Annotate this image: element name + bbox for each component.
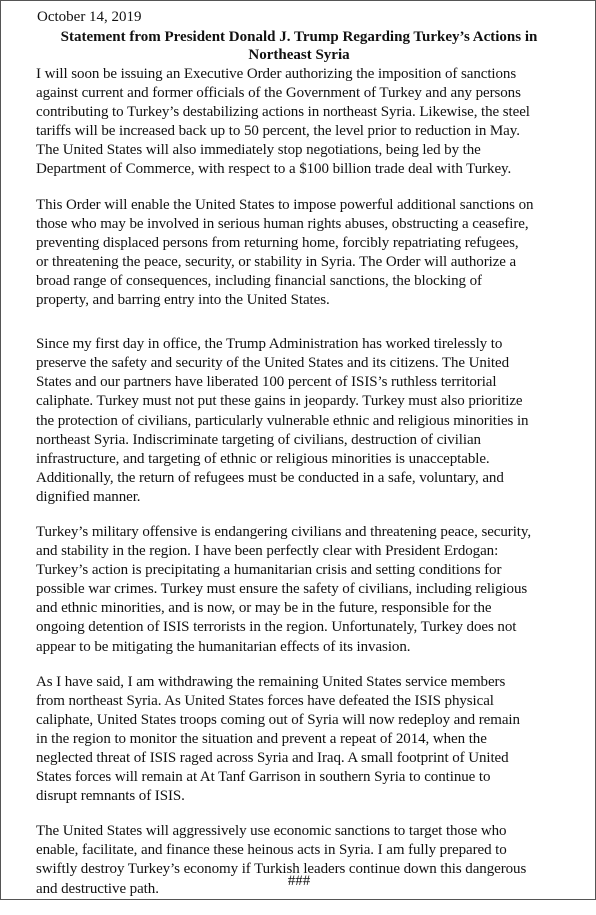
paragraph-order-scope: This Order will enable the United States to impose powerful additional sanctions on those who may be involved in serious human rights abuses, obstructing a ceasefire, preventing displaced persons from returning home, forcibly repatriating refugees, or threatening the peace, security, or stability in Syria. The Order will authorize a broad range of consequences, including financial sanctions, the blocking of property, and barring entry into the United States.: [36, 196, 534, 309]
paragraph-sanctions-order: I will soon be issuing an Executive Order authorizing the imposition of sanctions against current and former officials of the Government of Turkey and any persons contributing to Turkey’s destabilizing actions in northeast Syria. Likewise, the steel tariffs will be increased back up to 50 percent, the level prior to reduction in May. The United States will also immediately stop negotiations, being led by the Department of Commerce, with respect to a $100 billion trade deal with Turkey.: [36, 66, 530, 178]
paragraph-economic-sanctions: The United States will aggressively use economic sanctions to target those who enable, facilitate, and finance these heinous acts in Syria. I am fully prepared to swiftly destroy Turkey’s economy if Turkish leaders continue down this dangerous and destructive path.: [36, 823, 527, 897]
statement-date: October 14, 2019: [37, 9, 142, 25]
signoff-marker: ###: [287, 873, 311, 889]
paragraph-turkey-offensive: Turkey’s military offensive is endangering civilians and threatening peace, security, and stability in the region. I have been perfectly clear with President Erdogan: Turkey’s action is precipitating a humanitarian crisis and setting conditions for possible war crimes. Turkey must ensure the safety of civilians, including religious and ethnic minorities, and is now, or may be in the future, responsible for the ongoing detention of ISIS terrorists in the region. Unfortunately, Turkey does not appear to be mitigating the humanitarian effects of its invasion.: [36, 523, 532, 655]
statement-body: [36, 65, 568, 915]
paragraph-administration-record: Since my first day in office, the Trump Administration has worked tirelessly to preserve the safety and security of the United States and its citizens. The United States and our partners have liberated 100 percent of ISIS’s ruthless territorial caliphate. Turkey must not put these gains in jeopardy. Turkey must also prioritize the protection of civilians, particularly vulnerable ethnic and religious minorities in northeast Syria. Indiscriminate targeting of civilians, destruction of civilian infrastructure, and targeting of ethnic or religious minorities is unacceptable. Additionally, the return of refugees must be conducted in a safe, voluntary, and dignified manner.: [36, 336, 529, 505]
paragraph-troop-withdrawal: As I have said, I am withdrawing the remaining United States service members from northeast Syria. As United States forces have defeated the ISIS physical caliphate, United States troops coming out of Syria will now redeploy and remain in the region to monitor the situation and prevent a repeat of 2014, when the neglected threat of ISIS raged across Syria and Iraq. A small footprint of United States forces will remain at At Tanf Garrison in southern Syria to continue to disrupt remnants of ISIS.: [36, 673, 520, 805]
statement-title-line-2: Northeast Syria: [248, 47, 350, 63]
statement-title-line-1: Statement from President Donald J. Trump Regarding Turkey’s Actions in: [60, 29, 538, 45]
statement-title: [21, 28, 577, 64]
